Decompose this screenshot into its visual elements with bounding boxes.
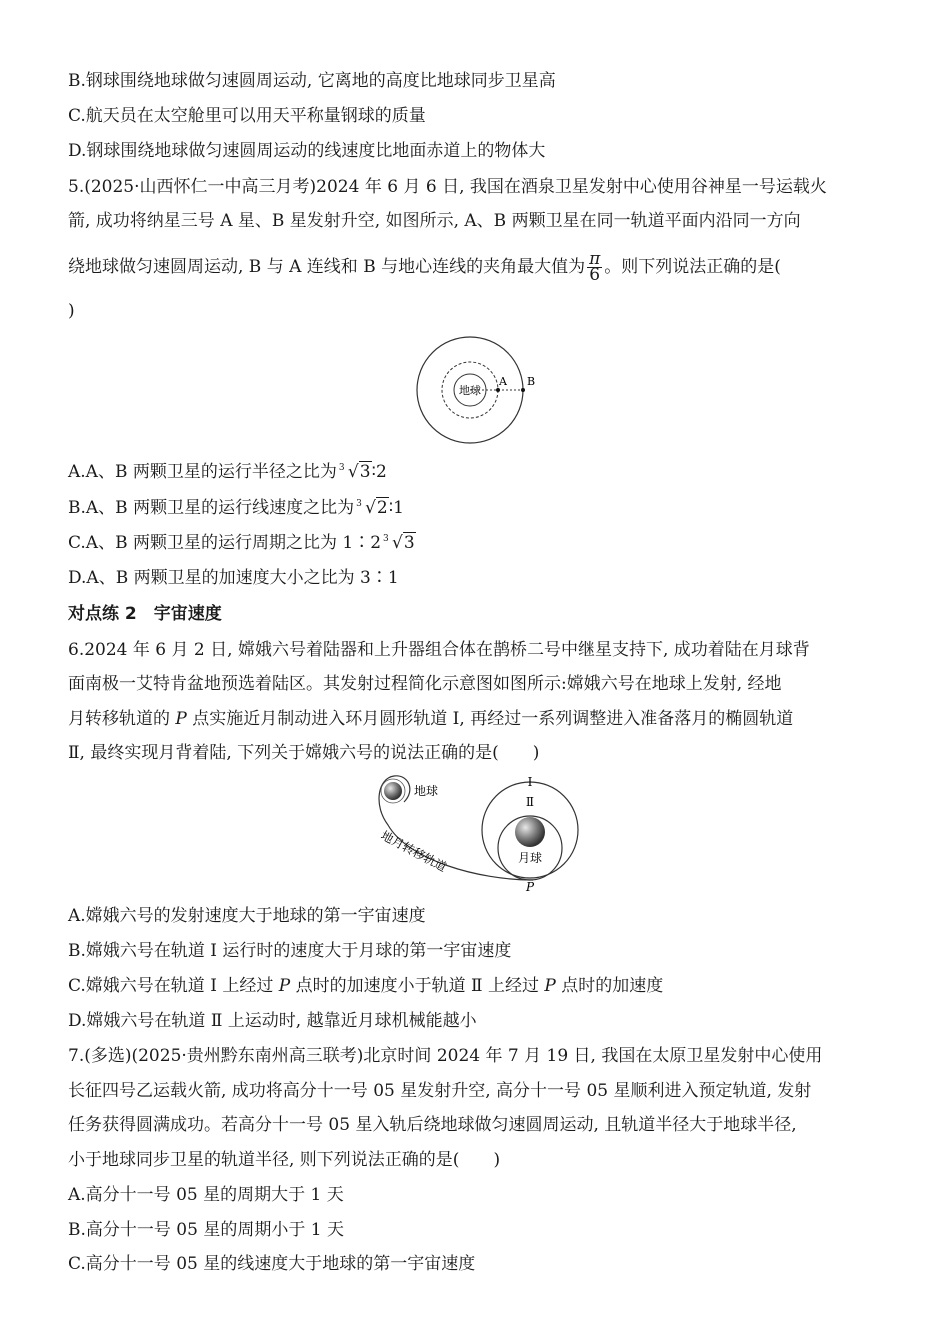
q5-stem-line2: 箭, 成功将纳星三号 A 星、B 星发射升空, 如图所示, A、B 两颗卫星在同一轨道平面内沿同一方向: [68, 211, 801, 231]
point-p: P: [175, 709, 187, 729]
q6-option-c: [68, 975, 663, 997]
radicand: 2: [376, 498, 388, 518]
radicand: 3: [403, 533, 415, 553]
q6-stem-line3-tail: 点实施近月制动进入环月圆形轨道 Ⅰ, 再经过一系列调整进入准备落月的椭圆轨道: [186, 709, 794, 729]
q6-stem-line3: [68, 708, 793, 730]
q6-option-c-tail: 点时的加速度: [555, 976, 664, 996]
q5-option-b-text: B.A、B 两颗卫星的运行线速度之比为: [68, 498, 355, 518]
q5-stem-line3: [68, 249, 781, 285]
fraction-numerator: π: [589, 249, 601, 269]
q5-option-c-text: C.A、B 两颗卫星的运行周期之比为 1∶2: [68, 533, 382, 553]
satellite-a-dot: [496, 388, 500, 392]
q6-stem-line4: Ⅱ, 最终实现月背着陆, 下列关于嫦娥六号的说法正确的是( ): [68, 743, 540, 763]
point-p-label: P: [525, 880, 535, 894]
q5-stem-line3-tail: 。则下列说法正确的是(: [604, 257, 781, 277]
q7-stem-line3: 任务获得圆满成功。若高分十一号 05 星入轨后绕地球做匀速圆周运动, 且轨道半径大于地球半径,: [68, 1115, 797, 1135]
q7-stem-line4: 小于地球同步卫星的轨道半径, 则下列说法正确的是( ): [68, 1150, 501, 1170]
q6-option-a: A.嫦娥六号的发射速度大于地球的第一宇宙速度: [68, 906, 426, 926]
orbit-1-label: Ⅰ: [527, 775, 533, 789]
earth-label: 地球: [459, 384, 481, 397]
label-a: A: [499, 375, 507, 388]
q5-stem-line3-text: 绕地球做匀速圆周运动, B 与 A 连线和 B 与地心连线的夹角最大值为: [68, 257, 586, 277]
section-heading: 对点练 2 宇宙速度: [68, 604, 222, 624]
q5-option-b: [68, 497, 404, 519]
q5-option-a-text: A.A、B 两颗卫星的运行半径之比为: [68, 462, 337, 482]
q6-option-d: D.嫦娥六号在轨道 Ⅱ 上运动时, 越靠近月球机械能越小: [68, 1011, 477, 1031]
earth-label: 地球: [414, 784, 439, 798]
q4-option-b: B.钢球围绕地球做匀速圆周运动, 它离地的高度比地球同步卫星高: [68, 71, 556, 91]
root-index: 3: [383, 534, 389, 544]
fraction-denominator: 6: [589, 265, 601, 285]
angle-fraction: [587, 249, 602, 285]
q5-orbit-figure: [414, 333, 544, 448]
q5-option-a-tail: ∶2: [371, 462, 387, 482]
q7-option-a: A.高分十一号 05 星的周期大于 1 天: [68, 1185, 344, 1205]
q5-stem-line1: 5.(2025·山西怀仁一中高三月考)2024 年 6 月 6 日, 我国在酒泉卫星发射中心使用谷神星一号运载火: [68, 177, 827, 197]
q6-stem-line2: 面南极一艾特肯盆地预选着陆区。其发射过程简化示意图如图所示:嫦娥六号在地球上发射, 经地: [68, 674, 782, 694]
q5-stem-line4: ): [68, 301, 75, 321]
q6-stem-line3-text: 月转移轨道的: [68, 709, 176, 729]
q5-option-c: [68, 532, 416, 554]
label-b: B: [527, 375, 536, 388]
cube-root: 3 √3: [383, 532, 416, 554]
transfer-orbit-label: 地月转移轨道: [378, 828, 449, 875]
q6-stem-line1: 6.2024 年 6 月 2 日, 嫦娥六号着陆器和上升器组合体在鹊桥二号中继星支持下, 成功着陆在月球背: [68, 640, 810, 660]
q5-option-a: [68, 461, 387, 483]
point-p: P: [278, 976, 291, 996]
cube-root: 3 √3: [339, 461, 372, 483]
q4-option-c: C.航天员在太空舱里可以用天平称量钢球的质量: [68, 106, 426, 126]
earth-ball: [384, 782, 402, 800]
q6-option-c-text: C.嫦娥六号在轨道 Ⅰ 上经过: [68, 976, 279, 996]
moon-label: 月球: [517, 851, 543, 865]
radicand: 3: [359, 462, 371, 482]
q4-option-d: D.钢球围绕地球做匀速圆周运动的线速度比地面赤道上的物体大: [68, 141, 546, 161]
q5-option-d: D.A、B 两颗卫星的加速度大小之比为 3∶1: [68, 568, 399, 588]
satellite-b-dot: [521, 388, 525, 392]
q7-option-c: C.高分十一号 05 星的线速度大于地球的第一宇宙速度: [68, 1254, 476, 1274]
q6-option-c-mid: 点时的加速度小于轨道 Ⅱ 上经过: [290, 976, 545, 996]
cube-root: 3 √2: [356, 497, 389, 519]
point-p: P: [544, 976, 556, 996]
q7-stem-line2: 长征四号乙运载火箭, 成功将高分十一号 05 星发射升空, 高分十一号 05 星顺利进入预定轨道, 发射: [68, 1081, 812, 1101]
q6-option-b: B.嫦娥六号在轨道 Ⅰ 运行时的速度大于月球的第一宇宙速度: [68, 941, 512, 961]
q7-option-b: B.高分十一号 05 星的周期小于 1 天: [68, 1220, 344, 1240]
q5-option-b-tail: ∶1: [388, 498, 404, 518]
moon-ball: [515, 817, 545, 847]
root-index: 3: [338, 463, 345, 473]
q7-stem-line1: 7.(多选)(2025·贵州黔东南州高三联考)北京时间 2024 年 7 月 19 日, 我国在太原卫星发射中心使用: [68, 1046, 823, 1066]
orbit-2-label: Ⅱ: [525, 795, 535, 809]
root-index: 3: [356, 499, 362, 509]
q6-orbit-figure: [368, 770, 598, 895]
